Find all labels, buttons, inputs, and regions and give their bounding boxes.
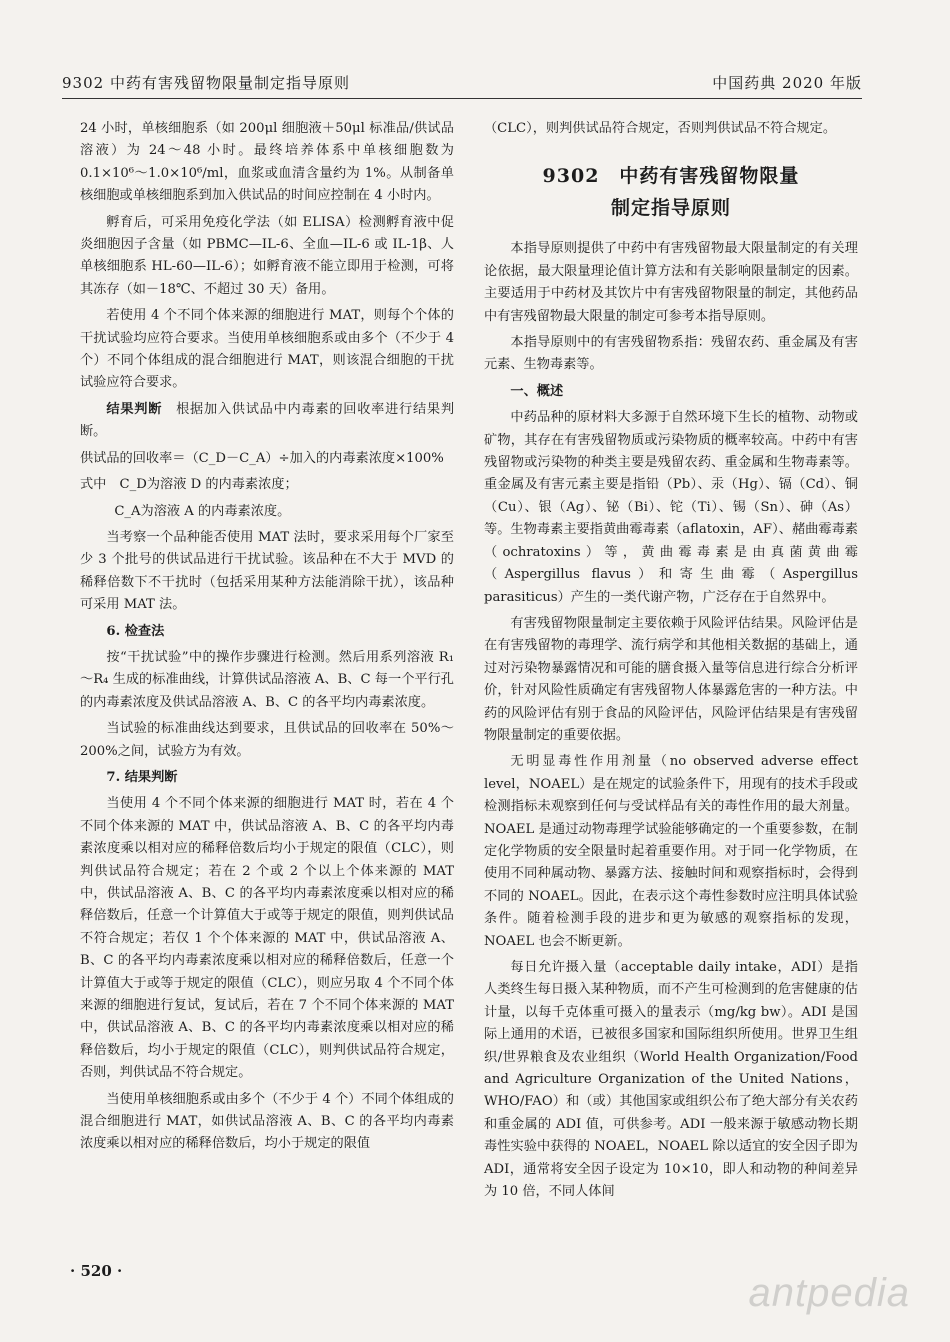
paragraph-heading: 一、概述 (510, 383, 564, 399)
left-column-paragraph (80, 212, 454, 302)
paragraph-text: 有害残留物限量制定主要依赖于风险评估结果。风险评估是在有害残留物的毒理学、流行病学和其他相关数据的基础上，通过对污染物暴露情况和可能的膳食摄入量等信息进行综合分析评价，针对风险性质确定有害残留物人体暴露危害的一种方法。中药的风险评估有别于食品的风险评估，风险评估结果是有害残留物限量制定的重要依据。 (484, 615, 858, 743)
section-title-line-2: 制定指导原则 (610, 197, 731, 220)
paragraph-text: 当考察一个品种能否使用 MAT 法时，要求采用每个厂家至少 3 个批号的供试品进行干扰试验。该品种在不大于 MVD 的稀释倍数下不干扰时（包括采用某种方法能消除干扰），该品种可采用 MAT 法。 (80, 529, 454, 613)
left-column-paragraph (80, 718, 454, 763)
watermark-logo: antpedia (748, 1271, 910, 1315)
left-column-paragraph (80, 118, 454, 208)
paragraph-text: 式中 C_D为溶液 D 的内毒素浓度； (80, 477, 298, 493)
paragraph-text: 当试验的标准曲线达到要求，且供试品的回收率在 50%～200%之间，试验方为有效。 (80, 721, 454, 759)
right-column (484, 118, 858, 1207)
page-header (62, 68, 862, 99)
paragraph-text: 当使用单核细胞系或由多个（不少于 4 个）不同个体组成的混合细胞进行 MAT，如供试品溶液 A、B、C 的各平均内毒素浓度乘以相对应的稀释倍数后，均小于规定的限值 (80, 1091, 454, 1152)
right-column-body (484, 238, 858, 1203)
paragraph-text: 本指导原则提供了中药中有害残留物最大限量制定的有关理论依据，最大限量理论值计算方法和有关影响限量制定的因素。主要适用于中药材及其饮片中有害残留物限量的制定，其他药品中有害残留物最大限量的制定可参考本指导原则。 (484, 241, 858, 324)
page-number: · 520 · (70, 1262, 123, 1280)
left-column-paragraph (80, 501, 454, 523)
right-column-continuation: （CLC），则判供试品符合规定，否则判供试品不符合规定。 (484, 121, 837, 136)
right-column-paragraph (484, 957, 858, 1203)
paragraph-text: 当使用 4 个不同个体来源的细胞进行 MAT 时，若在 4 个不同个体来源的 MAT 中，供试品溶液 A、B、C 的各平均内毒素浓度乘以相对应的稀释倍数后均小于规定的限值（CLC），则判供试品符合规定；若在 2 个或 2 个以上个体来源的 MAT 中，供试品溶液 A、B、C 的各平均内毒素浓度乘以相对应的稀释倍数后，任意一个计算值大于或等于规定的限值，则判供试品不符合规定；若仅 1 个个体来源的 MAT 中，供试品溶液 A、B、C 的各平均内毒素浓度乘以相对应的稀释倍数后，任意一个计算值大于或等于规定的限值（CLC），则应另取 4 个不同个体来源的细胞进行复试，复试后，若在 7 个不同个体来源的 MAT 中，供试品溶液 A、B、C 的各平均内毒素浓度乘以相对应的稀释倍数后，均小于规定的限值（CLC），则判供试品符合规定，否则，判供试品不符合规定。 (80, 796, 454, 1081)
right-column-paragraph (484, 381, 858, 403)
paragraph-text: 本指导原则中的有害残留物系指：残留农药、重金属及有害元素、生物毒素等。 (484, 335, 858, 373)
header-right: 中国药典 2020 年版 (712, 74, 862, 92)
paragraph-text: 孵育后，可采用免疫化学法（如 ELISA）检测孵育液中促炎细胞因子含量（如 PBMC—IL-6、全血—IL-6 或 IL-1β、人单核细胞系 HL-60—IL-6）；如孵育液不能立即用于检测，可将其冻存（如－18℃、不超过 30 天）备用。 (80, 214, 454, 297)
left-column-paragraph (80, 793, 454, 1084)
paragraph-heading: 结果判断 (106, 401, 163, 417)
right-column-paragraph (484, 407, 858, 609)
section-title (484, 160, 858, 224)
paragraph-heading: 7. 结果判断 (106, 769, 178, 785)
left-column-paragraph (80, 1089, 454, 1156)
paragraph-text: 按“干扰试验”中的操作步骤进行检测。然后用系列溶液 R₁～R₄ 生成的标准曲线，计算供试品溶液 A、B、C 每一个平行孔的内毒素浓度及供试品溶液 A、B、C 的各平均内毒素浓度。 (80, 649, 454, 710)
right-column-paragraph (484, 332, 858, 377)
paragraph-text: 根据加入供试品中内毒素的回收率进行结果判断。 (80, 401, 455, 440)
paragraph-text: 24 小时，单核细胞系（如 200μl 细胞液＋50μl 标准品/供试品溶液）为 24～48 小时。最终培养体系中单核细胞数为 0.1×10⁶～1.0×10⁶/ml，血浆或血清含量约为 1%。从制备单核细胞或单核细胞系到加入供试品的时间应控制在 4 小时内。 (80, 121, 454, 204)
header-left: 9302 中药有害残留物限量制定指导原则 (62, 74, 350, 92)
left-column-paragraph (80, 305, 454, 395)
left-column-paragraph (80, 527, 454, 617)
paragraph-text: 若使用 4 个不同个体来源的细胞进行 MAT，则每个个体的干扰试验均应符合要求。当使用单核细胞系或由多个（不少于 4 个）不同个体组成的混合细胞进行 MAT，则该混合细胞的干扰试验应符合要求。 (80, 308, 454, 391)
paragraph-text: 中药品种的原材料大多源于自然环境下生长的植物、动物或矿物，其存在有害残留物质或污染物质的概率较高。中药中有害残留物或污染物的种类主要是残留农药、重金属和生物毒素等。重金属及有害元素主要是指铅（Pb）、汞（Hg）、镉（Cd）、铜（Cu）、银（Ag）、铋（Bi）、铊（Ti）、锡（Sn）、砷（As）等。生物毒素主要指黄曲霉毒素（aflatoxin，AF）、赭曲霉毒素（ochratoxins）等，黄曲霉毒素是由真菌黄曲霉（Aspergillus flavus）和寄生曲霉（Aspergillus parasiticus）产生的一类代谢产物，广泛存在于自然界中。 (484, 410, 858, 605)
paragraph-heading: 6. 检查法 (106, 623, 165, 639)
left-column-paragraph (80, 474, 454, 496)
right-column-paragraph (484, 751, 858, 953)
left-column-paragraph (80, 399, 454, 444)
paragraph-text: 每日允许摄入量（acceptable daily intake，ADI）是指人类终生每日摄入某种物质，而不产生可检测到的危害健康的估计量，以每千克体重可摄入的量表示（mg/kg bw）。ADI 是国际上通用的术语，已被很多国家和国际组织所使用。世界卫生组织/世界粮食及农业组织（World Health Organization/Food and Agriculture Organization of the United Nations，WHO/FAO）和（或）其他国家或组织公布了绝大部分有关农药和重金属的 ADI 值，可供参考。ADI 一般来源于敏感动物长期毒性实验中获得的 NOAEL，NOAEL 除以适宜的安全因子即为 ADI，通常将安全因子设定为 10×10，即人和动物的种间差异为 10 倍，不同人体间 (484, 960, 858, 1200)
left-column-paragraph (80, 767, 454, 789)
left-column-paragraph (80, 621, 454, 643)
section-title-line-1: 9302 中药有害残留物限量 (542, 165, 800, 188)
paragraph-text: 无明显毒性作用剂量（no observed adverse effect level，NOAEL）是在规定的试验条件下，用现有的技术手段或检测指标未观察到任何与受试样品有关的毒性作用的最大剂量。NOAEL 是通过动物毒理学试验能够确定的一个重要参数，在制定化学物质的安全限量时起着重要作用。对于同一化学物质，在使用不同种属动物、暴露方法、接触时间和观察指标时，会得到不同的 NOAEL。因此，在表示这个毒性参数时应注明具体试验条件。随着检测手段的进步和更为敏感的观察指标的发现，NOAEL 也会不断更新。 (484, 754, 858, 949)
left-column-paragraph (80, 448, 454, 470)
left-column-paragraph (80, 647, 454, 714)
right-column-paragraph (484, 613, 858, 747)
right-column-paragraph (484, 238, 858, 328)
paragraph-text: C_A为溶液 A 的内毒素浓度。 (114, 503, 291, 519)
left-column (80, 118, 454, 1160)
paragraph-text: 供试品的回收率＝（C_D－C_A）÷加入的内毒素浓度×100% (80, 450, 444, 466)
